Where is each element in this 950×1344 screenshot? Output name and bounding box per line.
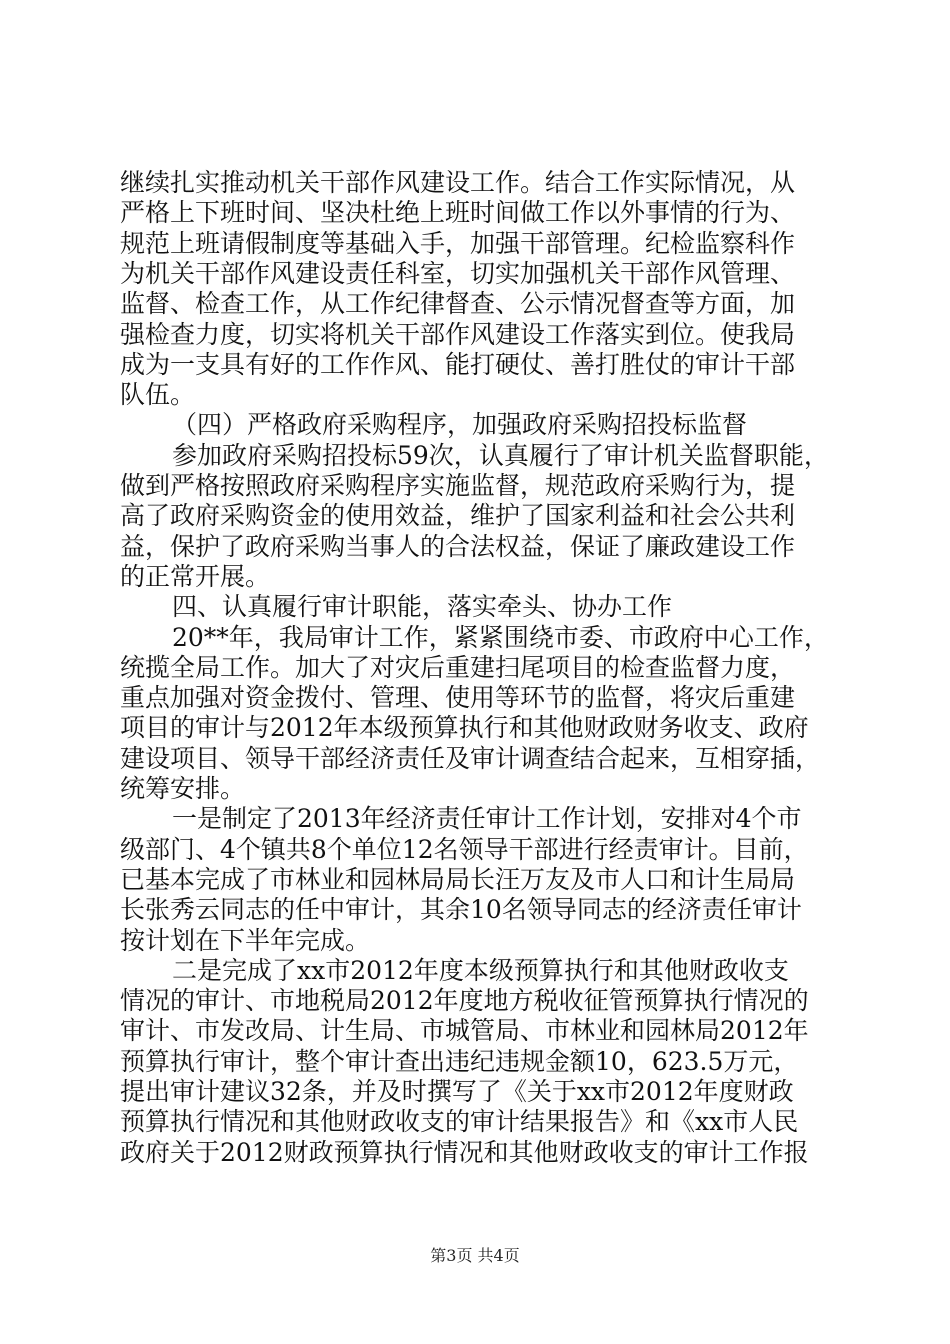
section-heading: 四、认真履行审计职能，落实牵头、协办工作 [172, 592, 673, 621]
page-footer: 第3页 共4页 [430, 1246, 520, 1265]
text-line: 继续扎实推动机关干部作风建设工作。结合工作实际情况，从 [120, 168, 796, 197]
text-line: 提出审计建议32条，并及时撰写了《关于xx市2012年度财政 [120, 1077, 794, 1106]
text-line: 级部门、4个镇共8个单位12名领导干部进行经责审计。目前， [120, 835, 809, 864]
text-line: 情况的审计、市地税局2012年度地方税收征管预算执行情况的 [120, 986, 809, 1015]
text-line: 预算执行情况和其他财政收支的审计结果报告》和《xx市人民 [120, 1107, 799, 1136]
text-line: 为机关干部作风建设责任科室，切实加强机关干部作风管理、 [120, 259, 796, 288]
text-line: 建设项目、领导干部经济责任及审计调查结合起来，互相穿插， [120, 744, 821, 773]
text-line: 按计划在下半年完成。 [120, 926, 371, 955]
text-line: 规范上班请假制度等基础入手，加强干部管理。纪检监察科作 [120, 229, 796, 258]
text-line: 的正常开展。 [120, 562, 271, 591]
text-line: 长张秀云同志的任中审计，其余10名领导同志的经济责任审计 [120, 895, 802, 924]
text-line: 统揽全局工作。加大了对灾后重建扫尾项目的检查监督力度， [120, 653, 796, 682]
text-line: 政府关于2012财政预算执行情况和其他财政收支的审计工作报 [120, 1138, 809, 1167]
text-line: 二是完成了xx市2012年度本级预算执行和其他财政收支 [172, 956, 789, 985]
text-line: 参加政府采购招投标59次，认真履行了审计机关监督职能， [172, 441, 829, 470]
text-line: 已基本完成了市林业和园林局局长汪万友及市人口和计生局局 [120, 865, 796, 894]
text-line: 严格上下班时间、坚决杜绝上班时间做工作以外事情的行为、 [120, 198, 796, 227]
text-line: 做到严格按照政府采购程序实施监督，规范政府采购行为，提 [120, 471, 796, 500]
text-line: 项目的审计与2012年本级预算执行和其他财政财务收支、政府 [120, 713, 809, 742]
text-line: 强检查力度，切实将机关干部作风建设工作落实到位。使我局 [120, 320, 796, 349]
text-line: 审计、市发改局、计生局、市城管局、市林业和园林局2012年 [120, 1016, 809, 1045]
section-heading: （四）严格政府采购程序，加强政府采购招投标监督 [172, 410, 748, 439]
text-line: 监督、检查工作，从工作纪律督查、公示情况督查等方面，加 [120, 289, 796, 318]
text-line: 重点加强对资金拨付、管理、使用等环节的监督，将灾后重建 [120, 683, 796, 712]
text-line: 成为一支具有好的工作作风、能打硬仗、善打胜仗的审计干部 [120, 350, 796, 379]
text-line: 一是制定了2013年经济责任审计工作计划，安排对4个市 [172, 804, 802, 833]
text-line: 高了政府采购资金的使用效益，维护了国家利益和社会公共利 [120, 501, 796, 530]
text-line: 益，保护了政府采购当事人的合法权益，保证了廉政建设工作 [120, 532, 796, 561]
text-line: 队伍。 [120, 380, 196, 409]
text-line: 统筹安排。 [120, 774, 246, 803]
text-line: 预算执行审计，整个审计查出违纪违规金额10，623.5万元， [120, 1047, 799, 1076]
text-line: 20**年，我局审计工作，紧紧围绕市委、市政府中心工作， [172, 623, 829, 652]
